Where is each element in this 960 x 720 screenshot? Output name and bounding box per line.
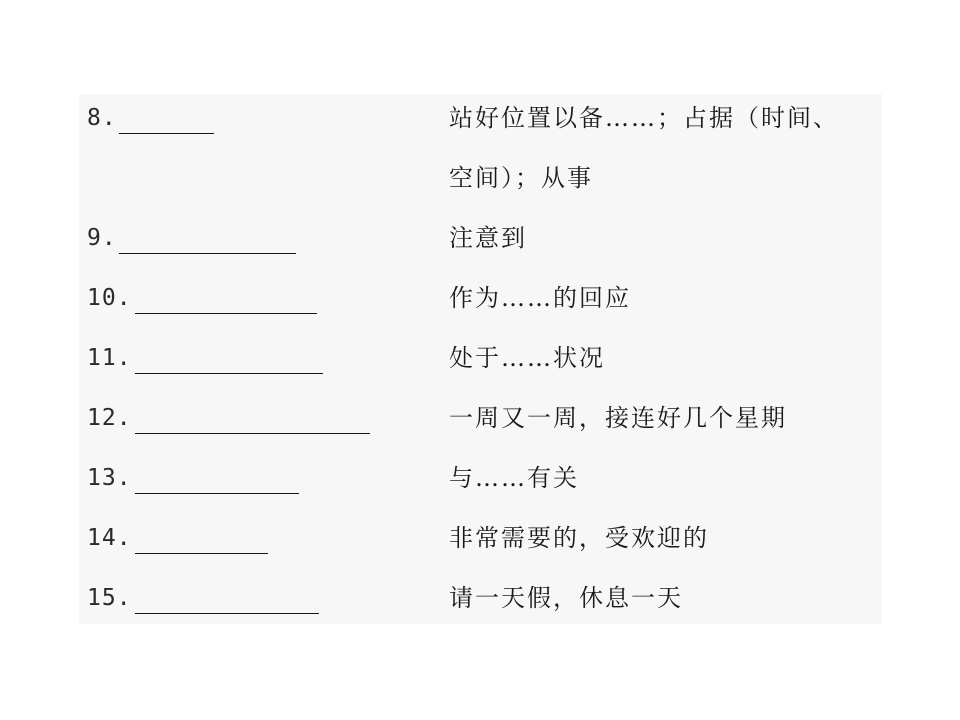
item-meaning: 作为……的回应 <box>449 284 631 312</box>
exercise-item-14 <box>79 518 882 558</box>
answer-blank <box>135 553 268 555</box>
exercise-item-8-continuation <box>79 158 882 198</box>
item-meaning: 一周又一周，接连好几个星期 <box>449 404 787 432</box>
item-number: 15. <box>87 585 132 611</box>
exercise-item-15 <box>79 578 882 618</box>
exercise-item-9 <box>79 218 882 258</box>
exercise-item-8 <box>79 98 882 138</box>
vocabulary-exercise-panel <box>79 94 882 624</box>
answer-blank <box>135 493 299 495</box>
item-meaning: 非常需要的，受欢迎的 <box>449 524 709 552</box>
item-number: 10. <box>87 285 132 311</box>
answer-blank <box>119 133 214 135</box>
item-meaning: 注意到 <box>449 224 527 252</box>
item-meaning: 站好位置以备……；占据（时间、 <box>449 104 839 132</box>
item-number: 9. <box>87 225 117 251</box>
item-number: 14. <box>87 525 132 551</box>
item-number: 11. <box>87 345 132 371</box>
item-meaning-continuation: 空间）；从事 <box>449 164 593 192</box>
exercise-item-11 <box>79 338 882 378</box>
answer-blank <box>119 253 296 255</box>
exercise-item-13 <box>79 458 882 498</box>
item-meaning: 处于……状况 <box>449 344 605 372</box>
item-meaning: 请一天假，休息一天 <box>449 584 683 612</box>
exercise-item-12 <box>79 398 882 438</box>
answer-blank <box>135 433 370 435</box>
answer-blank <box>135 613 319 615</box>
item-number: 8. <box>87 105 117 131</box>
item-number: 13. <box>87 465 132 491</box>
answer-blank <box>135 373 323 375</box>
exercise-item-10 <box>79 278 882 318</box>
item-number: 12. <box>87 405 132 431</box>
item-meaning: 与……有关 <box>449 464 579 492</box>
answer-blank <box>135 313 317 315</box>
